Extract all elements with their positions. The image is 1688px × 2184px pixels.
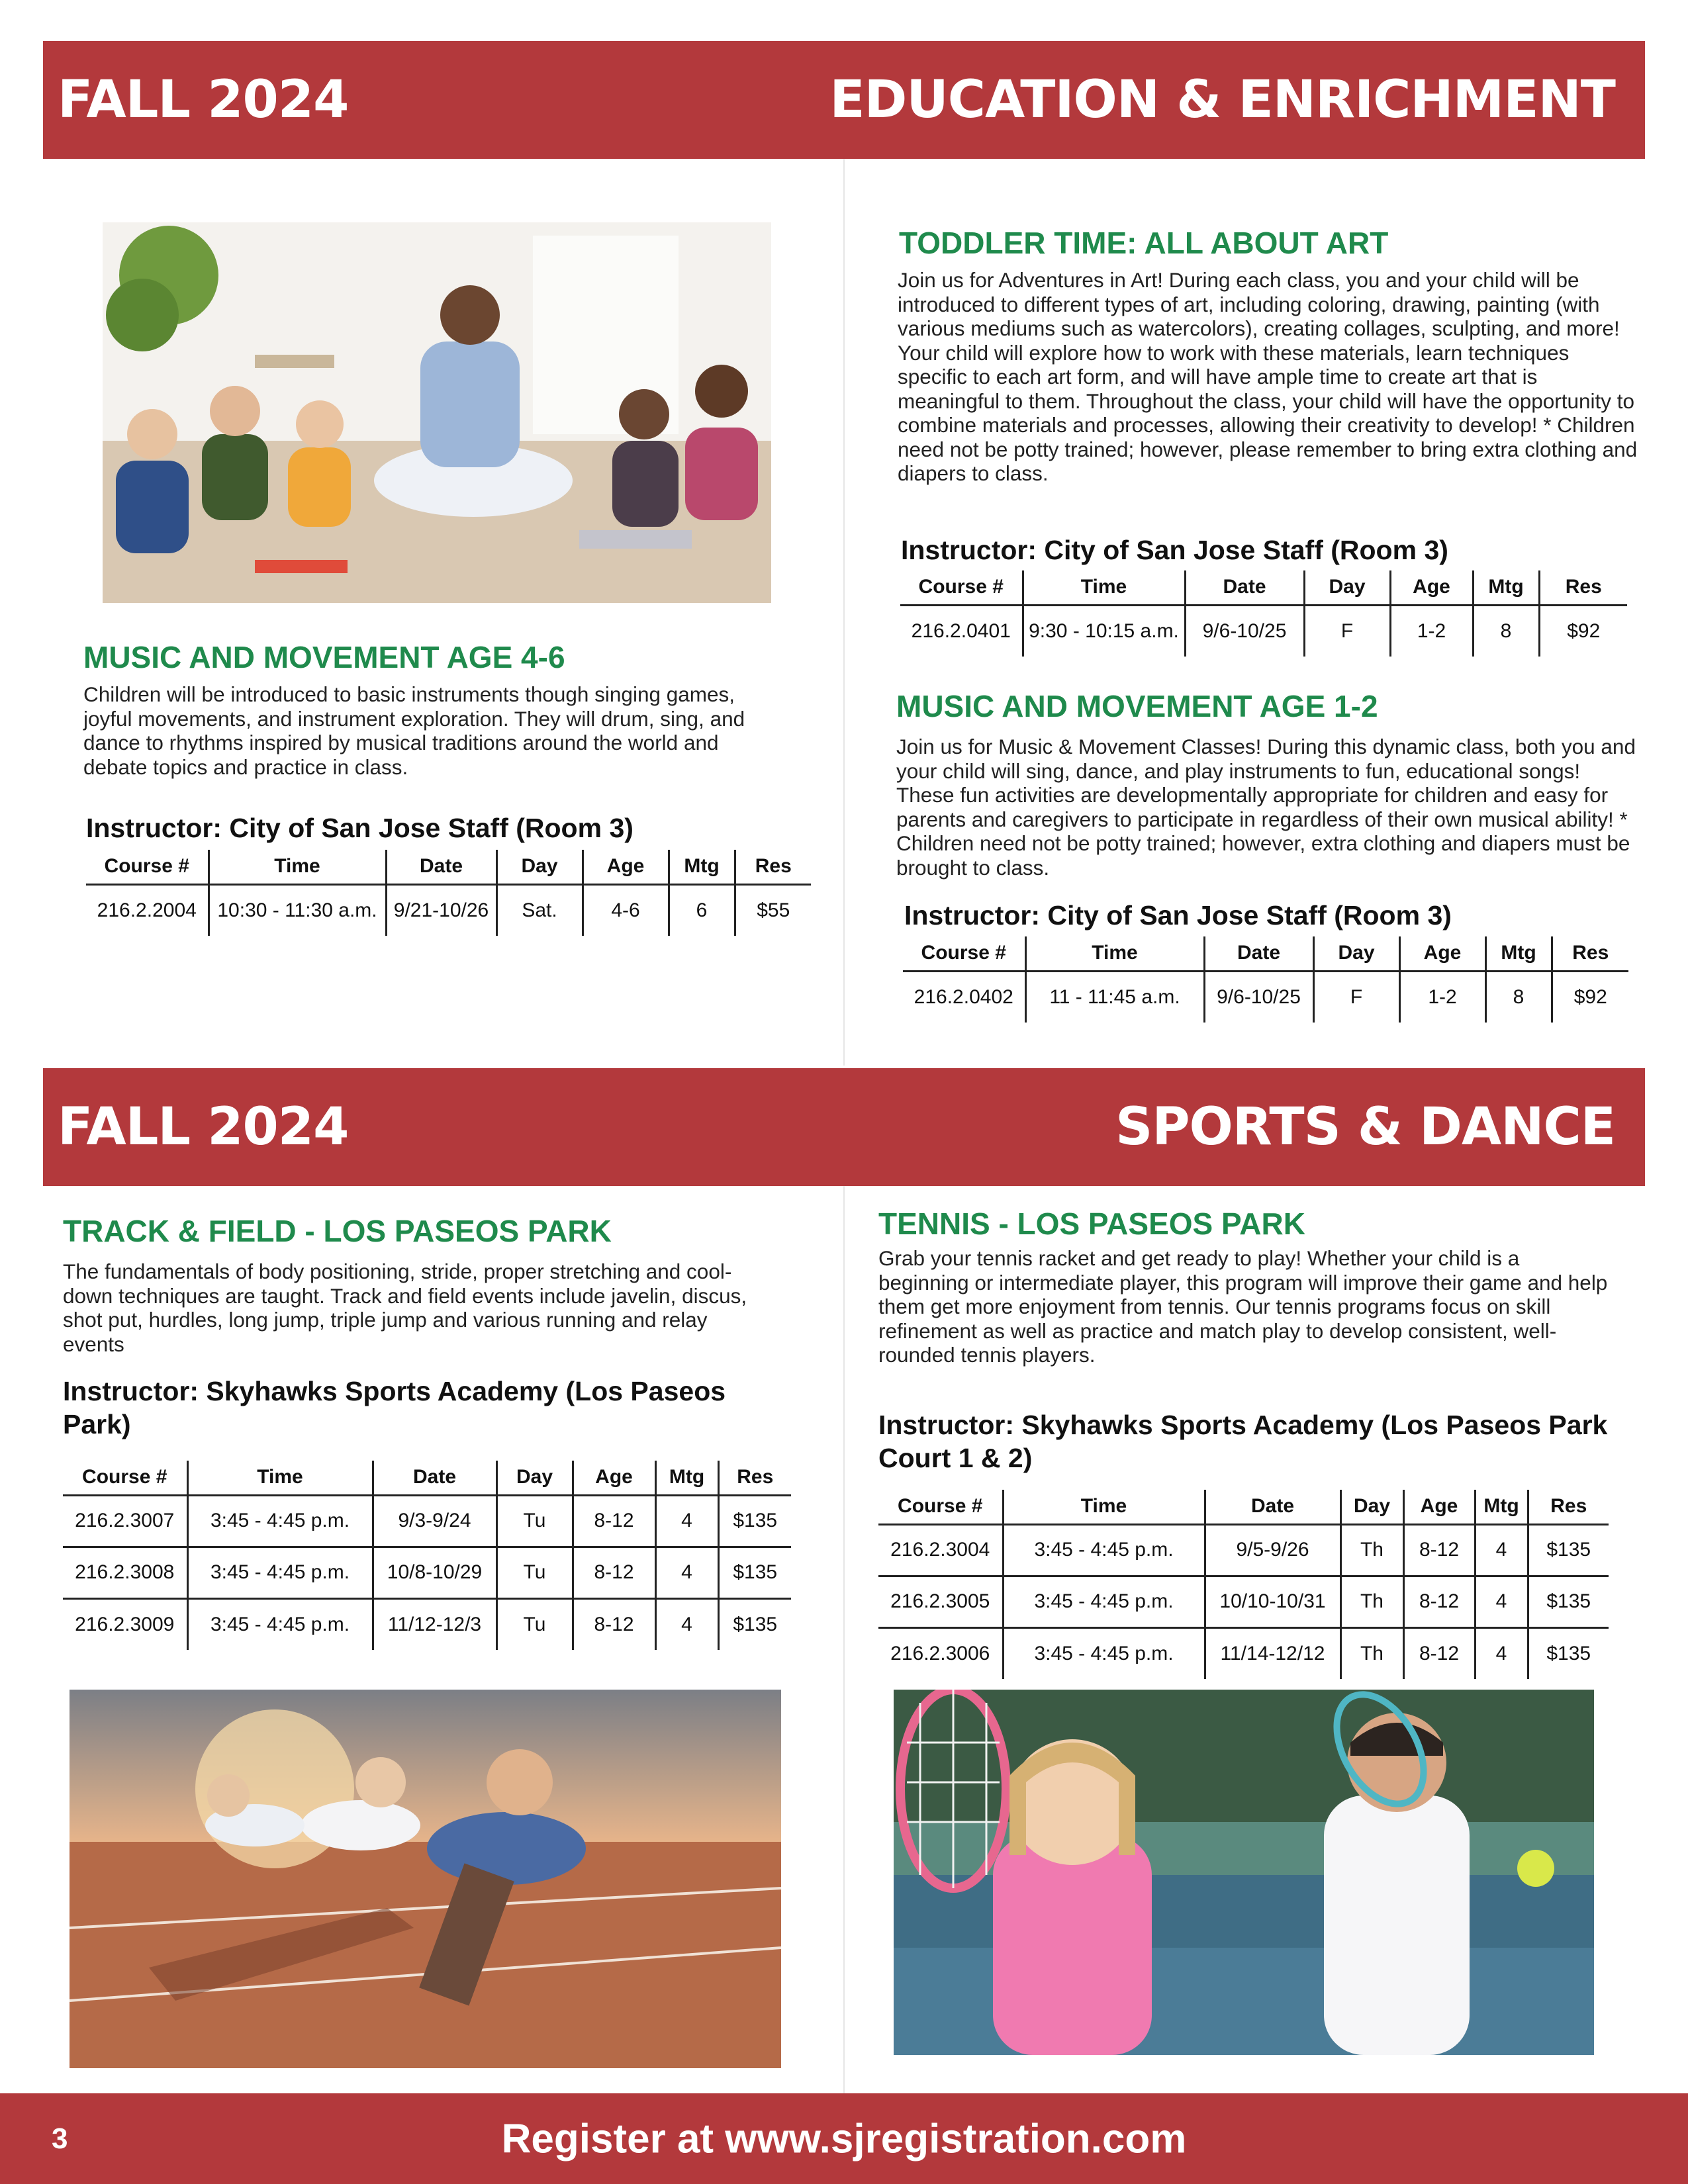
meetings-cell: 4 xyxy=(655,1547,718,1598)
music-class-photo xyxy=(103,222,771,603)
resident-fee-cell: $135 xyxy=(1528,1524,1609,1576)
schedule-table-track-field xyxy=(63,1461,791,1650)
col-mtg: Mtg xyxy=(1475,1490,1528,1524)
time-cell: 3:45 - 4:45 p.m. xyxy=(1003,1627,1205,1679)
table-row xyxy=(63,1495,791,1547)
table-row xyxy=(878,1576,1609,1627)
section-description: Join us for Adventures in Art! During each class, you and your child will be introduced to different types of art, including coloring, drawing, painting (with various mediums such as watercolors), creating collages, sculpting, and more! Your child will explore how to work with these materials, learn techniques specific to each art form, and will have ample time to create art that is meaningful to them. Throughout the class, your child will have the opportunity to combine materials and processes, allowing their creativity to develop! * Children need not be potty trained; however, please remember to bring extra clothing and diapers to class. xyxy=(898,268,1638,485)
col-age: Age xyxy=(1403,1490,1475,1524)
day-cell: Th xyxy=(1340,1524,1403,1576)
col-day: Day xyxy=(496,850,583,884)
resident-fee-cell: $92 xyxy=(1552,971,1628,1023)
edu-banner xyxy=(43,41,1645,159)
time-cell: 3:45 - 4:45 p.m. xyxy=(1003,1576,1205,1627)
col-course: Course # xyxy=(63,1461,187,1495)
col-mtg: Mtg xyxy=(655,1461,718,1495)
schedule-table-music-4-6 xyxy=(86,850,811,936)
course-number: 216.2.3005 xyxy=(878,1576,1003,1627)
banner-season: FALL 2024 xyxy=(58,1097,349,1157)
meetings-cell: 4 xyxy=(1475,1576,1528,1627)
course-number: 216.2.0401 xyxy=(911,619,1011,642)
table-row xyxy=(63,1598,791,1650)
track-field-photo xyxy=(70,1690,781,2068)
date-cell: 11/12-12/3 xyxy=(373,1598,496,1650)
col-time: Time xyxy=(1023,570,1185,605)
date-cell: 9/6-10/25 xyxy=(1204,971,1313,1023)
time-cell: 3:45 - 4:45 p.m. xyxy=(1003,1524,1205,1576)
col-day: Day xyxy=(1313,936,1399,971)
col-course: Course # xyxy=(878,1490,1003,1524)
col-date: Date xyxy=(1205,1490,1340,1524)
course-number: 216.2.3006 xyxy=(890,1642,990,1664)
age-cell: 4-6 xyxy=(583,884,669,936)
time-cell: 9:30 - 10:15 a.m. xyxy=(1023,605,1185,657)
resident-fee-cell: $135 xyxy=(718,1495,791,1547)
col-mtg: Mtg xyxy=(1485,936,1552,971)
column-divider xyxy=(843,1186,845,2093)
instructor-line: Instructor: Skyhawks Sports Academy (Los Paseos Park Court 1 & 2) xyxy=(878,1410,1608,1473)
age-cell: 1-2 xyxy=(1390,605,1473,657)
page-number: 3 xyxy=(52,2122,68,2155)
instructor-line: Instructor: City of San Jose Staff (Room 3) xyxy=(904,900,1452,931)
day-cell: Th xyxy=(1340,1627,1403,1679)
sports-banner xyxy=(43,1068,1645,1186)
col-res: Res xyxy=(735,850,811,884)
table-row xyxy=(900,605,1627,657)
section-description: Join us for Music & Movement Classes! During this dynamic class, both you and your child will sing, dance, and play instruments to fun, educational songs! These fun activities are developmentally appropriate for children and easy for parents and caregivers to participate in regardless of their own musical ability! * Children need not be potty trained; however, extra clothing and diapers must be brought to class. xyxy=(896,735,1636,880)
col-age: Age xyxy=(1399,936,1485,971)
banner-section: SPORTS & DANCE xyxy=(1115,1097,1615,1157)
time-cell: 11 - 11:45 a.m. xyxy=(1025,971,1204,1023)
date-cell: 10/8-10/29 xyxy=(373,1547,496,1598)
col-time: Time xyxy=(1025,936,1204,971)
day-cell: Tu xyxy=(496,1598,573,1650)
time-cell: 10:30 - 11:30 a.m. xyxy=(209,884,386,936)
resident-fee-cell: $55 xyxy=(735,884,811,936)
banner-section: EDUCATION & ENRICHMENT xyxy=(829,70,1615,130)
time-cell: 3:45 - 4:45 p.m. xyxy=(187,1495,373,1547)
col-day: Day xyxy=(1304,570,1390,605)
resident-fee-cell: $135 xyxy=(1528,1576,1609,1627)
col-age: Age xyxy=(1390,570,1473,605)
col-date: Date xyxy=(373,1461,496,1495)
col-date: Date xyxy=(1204,936,1313,971)
date-cell: 9/21-10/26 xyxy=(386,884,496,936)
date-cell: 9/6-10/25 xyxy=(1185,605,1304,657)
col-res: Res xyxy=(1539,570,1627,605)
section-heading: TENNIS - LOS PASEOS PARK xyxy=(878,1206,1305,1241)
col-time: Time xyxy=(1003,1490,1205,1524)
meetings-cell: 8 xyxy=(1473,605,1539,657)
meetings-cell: 6 xyxy=(669,884,735,936)
table-row xyxy=(878,1627,1609,1679)
age-cell: 8-12 xyxy=(1403,1627,1475,1679)
section-description: Grab your tennis racket and get ready to play! Whether your child is a beginning or intermediate player, this program will improve their game and help them get more enjoyment from tennis. Our tennis programs focus on skill refinement as well as practice and match play to develop consistent, well-rounded tennis players. xyxy=(878,1246,1608,1367)
day-cell: F xyxy=(1304,605,1390,657)
course-number: 216.2.3007 xyxy=(63,1495,187,1547)
column-divider xyxy=(843,159,845,1066)
age-cell: 8-12 xyxy=(573,1495,655,1547)
date-cell: 11/14-12/12 xyxy=(1205,1627,1340,1679)
section-heading: TRACK & FIELD - LOS PASEOS PARK xyxy=(63,1214,612,1248)
section-heading: MUSIC AND MOVEMENT AGE 4-6 xyxy=(83,640,565,674)
age-cell: 8-12 xyxy=(573,1547,655,1598)
table-row xyxy=(86,884,811,936)
meetings-cell: 4 xyxy=(655,1495,718,1547)
schedule-table-tennis xyxy=(878,1490,1609,1679)
col-day: Day xyxy=(1340,1490,1403,1524)
col-day: Day xyxy=(496,1461,573,1495)
tennis-photo xyxy=(894,1690,1594,2055)
col-mtg: Mtg xyxy=(669,850,735,884)
date-cell: 9/3-9/24 xyxy=(373,1495,496,1547)
age-cell: 8-12 xyxy=(1403,1524,1475,1576)
day-cell: Sat. xyxy=(496,884,583,936)
meetings-cell: 8 xyxy=(1485,971,1552,1023)
table-row xyxy=(878,1524,1609,1576)
col-date: Date xyxy=(386,850,496,884)
resident-fee-cell: $135 xyxy=(1528,1627,1609,1679)
meetings-cell: 4 xyxy=(655,1598,718,1650)
course-number: 216.2.0402 xyxy=(914,985,1013,1008)
col-age: Age xyxy=(573,1461,655,1495)
course-number: 216.2.3004 xyxy=(878,1524,1003,1576)
schedule-table-music-1-2 xyxy=(903,936,1628,1023)
register-link[interactable]: Register at www.sjregistration.com xyxy=(501,2116,1187,2161)
day-cell: Tu xyxy=(496,1495,573,1547)
resident-fee-cell: $92 xyxy=(1539,605,1627,657)
col-age: Age xyxy=(583,850,669,884)
col-date: Date xyxy=(1185,570,1304,605)
age-cell: 1-2 xyxy=(1399,971,1485,1023)
course-number: 216.2.3008 xyxy=(63,1547,187,1598)
col-mtg: Mtg xyxy=(1473,570,1539,605)
day-cell: F xyxy=(1313,971,1399,1023)
day-cell: Th xyxy=(1340,1576,1403,1627)
resident-fee-cell: $135 xyxy=(718,1598,791,1650)
resident-fee-cell: $135 xyxy=(718,1547,791,1598)
section-heading: MUSIC AND MOVEMENT AGE 1-2 xyxy=(896,689,1378,723)
col-course: Course # xyxy=(900,570,1023,605)
col-res: Res xyxy=(1552,936,1628,971)
meetings-cell: 4 xyxy=(1475,1524,1528,1576)
age-cell: 8-12 xyxy=(1403,1576,1475,1627)
table-row xyxy=(63,1547,791,1598)
schedule-table-toddler-art xyxy=(900,570,1627,657)
day-cell: Tu xyxy=(496,1547,573,1598)
instructor-line: Instructor: Skyhawks Sports Academy (Los Paseos Park) xyxy=(63,1376,726,1439)
course-number: 216.2.2004 xyxy=(97,899,197,921)
time-cell: 3:45 - 4:45 p.m. xyxy=(187,1547,373,1598)
course-number: 216.2.3009 xyxy=(75,1613,175,1635)
footer-bar xyxy=(0,2093,1688,2184)
banner-season: FALL 2024 xyxy=(58,70,349,130)
time-cell: 3:45 - 4:45 p.m. xyxy=(187,1598,373,1650)
col-course: Course # xyxy=(903,936,1025,971)
instructor-line: Instructor: City of San Jose Staff (Room 3) xyxy=(86,813,633,843)
col-res: Res xyxy=(718,1461,791,1495)
date-cell: 10/10-10/31 xyxy=(1205,1576,1340,1627)
col-res: Res xyxy=(1528,1490,1609,1524)
col-time: Time xyxy=(187,1461,373,1495)
section-heading: TODDLER TIME: ALL ABOUT ART xyxy=(899,226,1389,260)
section-description: The fundamentals of body positioning, stride, proper stretching and cool-down techniques are taught. Track and field events include javelin, discus, shot put, hurdles, long jump, triple jump and various running and relay events xyxy=(63,1259,747,1356)
section-description: Children will be introduced to basic instruments though singing games, joyful movements, and instrument exploration. They will drum, sing, and dance to rhythms inspired by musical traditions around the world and debate topics and practice in class. xyxy=(83,682,745,779)
instructor-line: Instructor: City of San Jose Staff (Room 3) xyxy=(901,535,1448,565)
meetings-cell: 4 xyxy=(1475,1627,1528,1679)
age-cell: 8-12 xyxy=(573,1598,655,1650)
col-time: Time xyxy=(209,850,386,884)
table-row xyxy=(903,971,1628,1023)
col-course: Course # xyxy=(86,850,209,884)
date-cell: 9/5-9/26 xyxy=(1205,1524,1340,1576)
